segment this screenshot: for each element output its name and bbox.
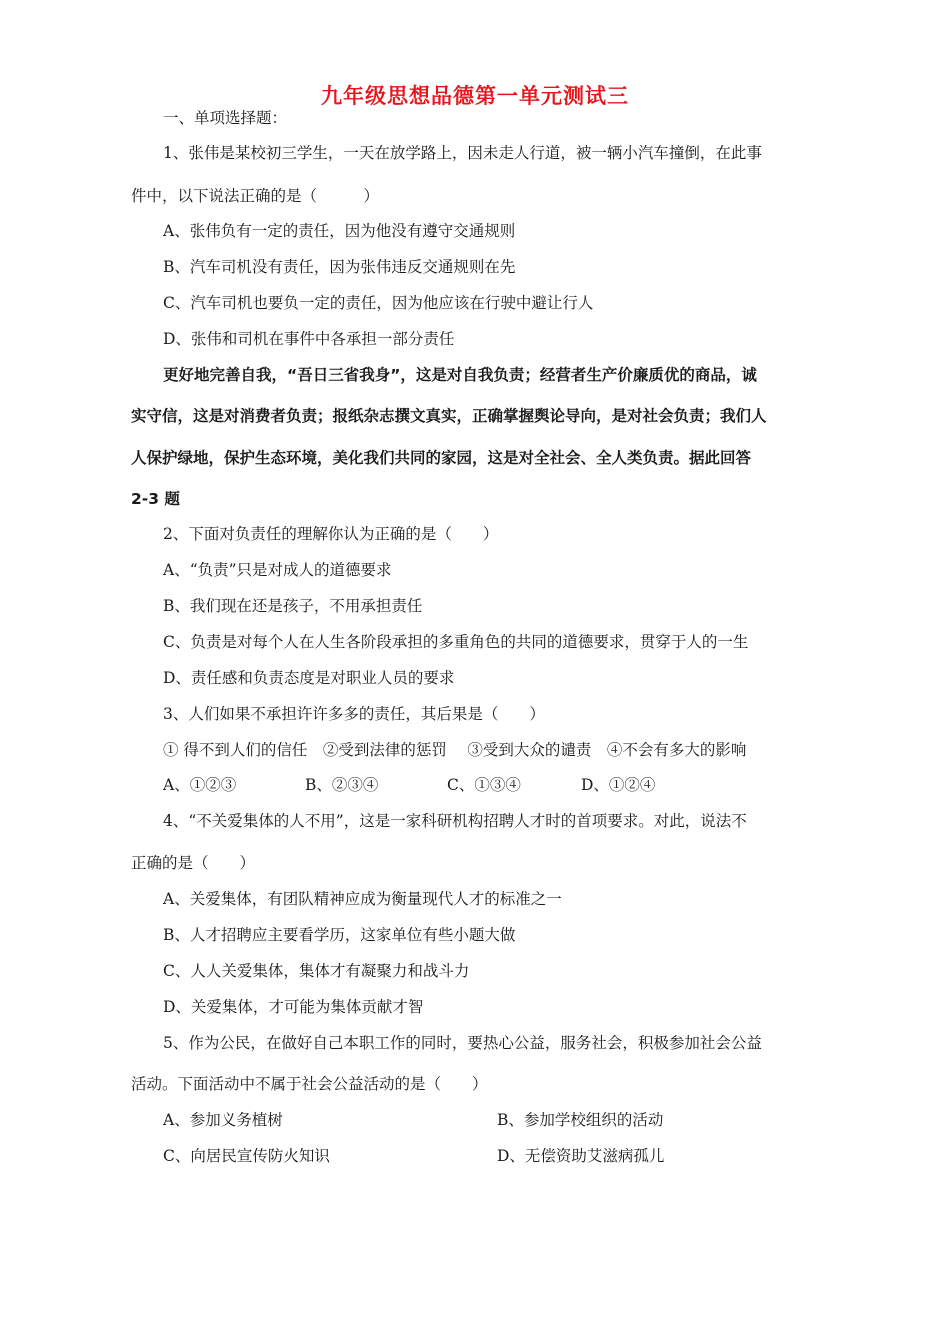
q3-option-c: C、①③④ [447, 776, 521, 794]
q1-option-a: A、张伟负有一定的责任，因为他没有遵守交通规则 [163, 222, 516, 240]
passage-line1: 更好地完善自我，“吾日三省我身”，这是对自我负责；经营者生产价廉质优的商品，诚 [163, 366, 757, 384]
q5-option-a: A、参加义务植树 [163, 1111, 283, 1129]
q2-option-d: D、责任感和负责态度是对职业人员的要求 [163, 669, 455, 687]
passage-line3: 人保护绿地，保护生态环境，美化我们共同的家园，这是对全社会、全人类负责。据此回答 [131, 449, 752, 467]
q1-option-d: D、张伟和司机在事件中各承担一部分责任 [163, 330, 455, 348]
q5-stem-line1: 5、作为公民，在做好自己本职工作的同时，要热心公益，服务社会，积极参加社会公益 [163, 1034, 762, 1052]
q3-option-d: D、①②④ [581, 776, 656, 794]
q1-stem-line2: 件中，以下说法正确的是（ ） [131, 187, 380, 205]
q4-option-b: B、人才招聘应主要看学历，这家单位有些小题大做 [163, 926, 516, 944]
q5-option-b: B、参加学校组织的活动 [497, 1111, 664, 1129]
q3-option-b: B、②③④ [305, 776, 379, 794]
q4-stem-line1: 4、“不关爱集体的人不用”，这是一家科研机构招聘人才时的首项要求。对此，说法不 [163, 812, 747, 830]
q2-option-c: C、负责是对每个人在人生各阶段承担的多重角色的共同的道德要求，贯穿于人的一生 [163, 633, 749, 651]
q3-stem: 3、人们如果不承担许许多多的责任，其后果是（ ） [163, 705, 545, 723]
q5-option-c: C、向居民宣传防火知识 [163, 1147, 330, 1165]
q2-option-b: B、我们现在还是孩子，不用承担责任 [163, 597, 423, 615]
q2-stem: 2、下面对负责任的理解你认为正确的是（ ） [163, 525, 499, 543]
passage-line4: 2-3 题 [131, 490, 180, 508]
q3-option-a: A、①②③ [163, 776, 237, 794]
section-heading: 一、单项选择题： [163, 109, 288, 127]
q4-option-a: A、关爱集体，有团队精神应成为衡量现代人才的标准之一 [163, 890, 562, 908]
q5-option-d: D、无偿资助艾滋病孤儿 [497, 1147, 665, 1165]
page-title: 九年级思想品德第一单元测试三 [321, 83, 629, 108]
q3-items: ① 得不到人们的信任 ②受到法律的惩罚 ③受到大众的谴责 ④不会有多大的影响 [163, 741, 747, 759]
q4-option-c: C、人人关爱集体，集体才有凝聚力和战斗力 [163, 962, 470, 980]
q1-stem-line1: 1、张伟是某校初三学生，一天在放学路上，因未走人行道，被一辆小汽车撞倒，在此事 [163, 144, 762, 162]
passage-line2: 实守信，这是对消费者负责；报纸杂志撰文真实，正确掌握舆论导向，是对社会负责；我们人 [131, 407, 767, 425]
q1-option-c: C、汽车司机也要负一定的责任，因为他应该在行驶中避让行人 [163, 294, 594, 312]
q1-option-b: B、汽车司机没有责任，因为张伟违反交通规则在先 [163, 258, 516, 276]
q4-option-d: D、关爱集体，才可能为集体贡献才智 [163, 998, 424, 1016]
q5-stem-line2: 活动。下面活动中不属于社会公益活动的是（ ） [131, 1075, 488, 1093]
q4-stem-line2: 正确的是（ ） [131, 854, 256, 872]
q2-option-a: A、“负责”只是对成人的道德要求 [163, 561, 392, 579]
